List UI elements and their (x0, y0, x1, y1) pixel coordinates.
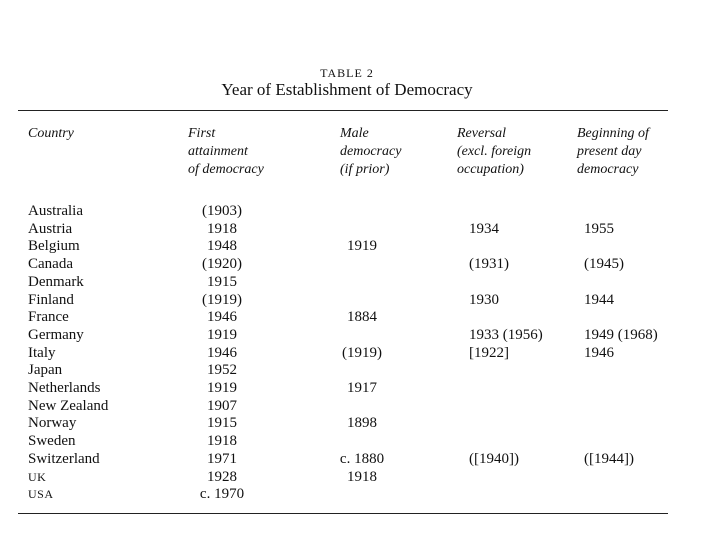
cell-first-attainment: 1952 (207, 362, 237, 379)
cell-country: Netherlands (28, 380, 101, 396)
cell-first-attainment: 1928 (207, 468, 237, 485)
cell-reversal: 1934 (469, 220, 499, 237)
cell-male-democracy: 1918 (347, 468, 377, 485)
cell-country: Austria (28, 220, 73, 237)
cell-first-attainment: 1919 (207, 380, 237, 396)
cell-reversal: 1930 (469, 291, 499, 308)
table-label: TABLE 2 (320, 66, 374, 80)
cell-male-democracy: 1917 (347, 380, 377, 396)
header-country: Country (28, 126, 74, 141)
cell-male-democracy: 1919 (347, 238, 377, 255)
cell-country: Denmark (28, 273, 84, 290)
cell-male-democracy: (1919) (342, 344, 382, 361)
cell-reversal: ([1940]) (469, 450, 519, 467)
cell-country: Canada (28, 256, 73, 273)
cell-reversal: (1931) (469, 256, 509, 273)
cell-country: New Zealand (28, 397, 109, 414)
table-row (0, 485, 720, 503)
cell-first-attainment: (1903) (202, 203, 242, 219)
cell-country: Finland (28, 291, 74, 308)
cell-reversal: 1933 (1956) (469, 326, 543, 343)
cell-country: Germany (28, 326, 84, 343)
cell-present-day: ([1944]) (584, 450, 634, 467)
cell-first-attainment: (1919) (202, 291, 242, 308)
cell-male-democracy: 1898 (347, 415, 377, 432)
cell-country: France (28, 309, 69, 326)
cell-first-attainment: 1918 (207, 433, 237, 450)
cell-present-day: 1946 (584, 344, 614, 361)
table-row (0, 414, 720, 432)
cell-male-democracy: c. 1880 (339, 450, 385, 467)
cell-first-attainment: 1918 (207, 220, 237, 237)
table-title: Year of Establishment of Democracy (221, 80, 473, 99)
cell-country: Sweden (28, 433, 76, 450)
table-row (0, 432, 720, 450)
cell-country: Switzerland (28, 450, 100, 467)
cell-first-attainment: c. 1970 (199, 486, 245, 503)
table-row (0, 344, 720, 362)
table-row (0, 202, 720, 220)
cell-country: UK (28, 469, 47, 484)
table-row (0, 220, 720, 238)
header-first-attainment: First attainment of democracy (188, 126, 264, 177)
cell-present-day: (1945) (584, 256, 624, 273)
table-row (0, 379, 720, 397)
cell-first-attainment: 1919 (207, 326, 237, 343)
cell-country: Australia (28, 203, 83, 219)
cell-first-attainment: (1920) (202, 256, 242, 273)
table-row (0, 308, 720, 326)
cell-first-attainment: 1946 (207, 309, 237, 326)
table-row (0, 450, 720, 468)
table-row (0, 237, 720, 255)
cell-country: Belgium (28, 238, 80, 255)
cell-country: Japan (28, 362, 63, 379)
cell-first-attainment: 1915 (207, 415, 237, 432)
table-row (0, 468, 720, 486)
table-row (0, 361, 720, 379)
cell-country: Norway (28, 415, 77, 432)
cell-country: USA (28, 487, 54, 502)
cell-male-democracy: 1884 (347, 309, 377, 326)
cell-first-attainment: 1907 (207, 397, 237, 414)
cell-present-day: 1955 (584, 220, 614, 237)
table-row (0, 397, 720, 415)
header-male-democracy: Male democracy (if prior) (340, 126, 402, 177)
table-row (0, 326, 720, 344)
cell-present-day: 1944 (584, 291, 614, 308)
table-row (0, 255, 720, 273)
cell-reversal: [1922] (469, 344, 509, 361)
cell-present-day: 1949 (1968) (584, 326, 658, 343)
table-row (0, 273, 720, 291)
header-present-day: Beginning of present day democracy (577, 126, 649, 177)
header-reversal: Reversal (excl. foreign occupation) (457, 126, 532, 177)
top-rule (18, 110, 668, 111)
cell-first-attainment: 1948 (207, 238, 237, 255)
bottom-rule (18, 513, 668, 514)
table-row (0, 291, 720, 309)
cell-first-attainment: 1915 (207, 273, 237, 290)
cell-country: Italy (28, 344, 56, 361)
cell-first-attainment: 1971 (207, 450, 237, 467)
cell-first-attainment: 1946 (207, 344, 237, 361)
